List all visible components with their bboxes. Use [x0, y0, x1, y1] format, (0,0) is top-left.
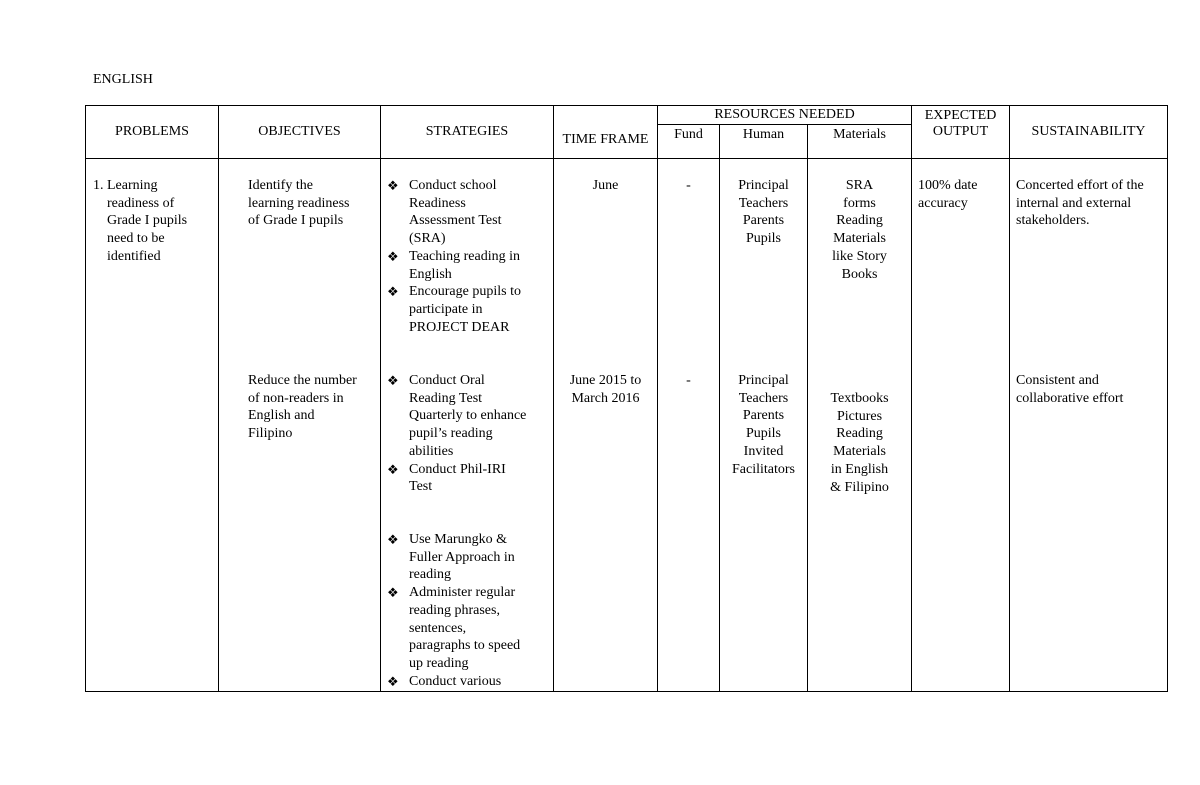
diamond-bullet-icon: ❖	[387, 585, 399, 601]
table-row	[86, 159, 1168, 692]
list-item: ❖ Conduct Oral Reading Test Quarterly to enhance pupil’s reading abilities	[381, 372, 526, 461]
sustainability-2: Consistent and collaborative effort	[1016, 373, 1124, 406]
list-item: ❖ Teaching reading in English	[381, 248, 521, 283]
diamond-bullet-icon: ❖	[387, 178, 399, 193]
strategies-cell	[381, 159, 554, 692]
human-1: Principal Teachers Parents Pupils	[738, 178, 789, 247]
human-2: Principal Teachers Parents Pupils Invited Facilitators	[732, 373, 795, 477]
materials-2: Textbooks Pictures Reading Materials in English & Filipino	[830, 391, 889, 495]
action-plan-table	[85, 105, 1168, 692]
strategy-group-3	[381, 531, 520, 690]
header-time-frame: TIME FRAME	[554, 106, 658, 159]
strategy-group-1	[381, 177, 521, 336]
list-item: ❖ Conduct school Readiness Assessment Test (SRA)	[381, 177, 521, 248]
strategy-group-2	[381, 372, 526, 496]
diamond-bullet-icon: ❖	[387, 284, 399, 300]
diamond-bullet-icon: ❖	[387, 532, 399, 547]
fund-cell	[658, 159, 720, 692]
time-frame-cell	[554, 159, 658, 692]
materials-cell	[808, 159, 912, 692]
expected-output-1: 100% date accuracy	[918, 178, 978, 211]
objective-2: Reduce the number of non-readers in English and Filipino	[248, 373, 357, 442]
header-resources-needed: RESOURCES NEEDED	[658, 106, 912, 125]
problem-text: Learning readiness of Grade I pupils need to be identified	[107, 178, 188, 264]
fund-2: -	[686, 373, 691, 388]
diamond-bullet-icon: ❖	[387, 248, 399, 264]
materials-1: SRA forms Reading Materials like Story Books	[832, 178, 887, 282]
diamond-bullet-icon: ❖	[387, 461, 399, 477]
sustainability-cell	[1010, 159, 1168, 692]
diamond-bullet-icon: ❖	[387, 673, 399, 689]
problem-item	[93, 177, 187, 266]
header-objectives: OBJECTIVES	[219, 106, 381, 159]
fund-1: -	[686, 178, 691, 193]
time-frame-2: June 2015 to March 2016	[569, 373, 642, 406]
problem-number: 1.	[93, 178, 104, 193]
header-sustainability: SUSTAINABILITY	[1010, 106, 1168, 159]
list-item: ❖ Conduct Phil-IRI Test	[381, 461, 526, 496]
objectives-cell	[219, 159, 381, 692]
header-problems: PROBLEMS	[86, 106, 219, 159]
header-fund: Fund	[658, 125, 720, 159]
objective-1: Identify the learning readiness of Grade I pupils	[248, 178, 350, 229]
header-expected-output: EXPECTED OUTPUT	[912, 106, 1010, 159]
list-item: ❖ Use Marungko & Fuller Approach in reading	[381, 531, 520, 584]
human-cell	[720, 159, 808, 692]
problems-cell	[86, 159, 219, 692]
header-strategies: STRATEGIES	[381, 106, 554, 159]
header-human: Human	[720, 125, 808, 159]
expected-output-cell	[912, 159, 1010, 692]
header-materials: Materials	[808, 125, 912, 159]
list-item: ❖ Encourage pupils to participate in PROJECT DEAR	[381, 283, 521, 336]
document-title: ENGLISH	[93, 72, 153, 87]
list-item: ❖ Conduct various	[381, 673, 520, 691]
sustainability-1: Concerted effort of the internal and external stakeholders.	[1016, 178, 1144, 229]
list-item: ❖ Administer regular reading phrases, sentences, paragraphs to speed up reading	[381, 584, 520, 673]
diamond-bullet-icon: ❖	[387, 373, 399, 388]
time-frame-1: June	[592, 178, 619, 193]
